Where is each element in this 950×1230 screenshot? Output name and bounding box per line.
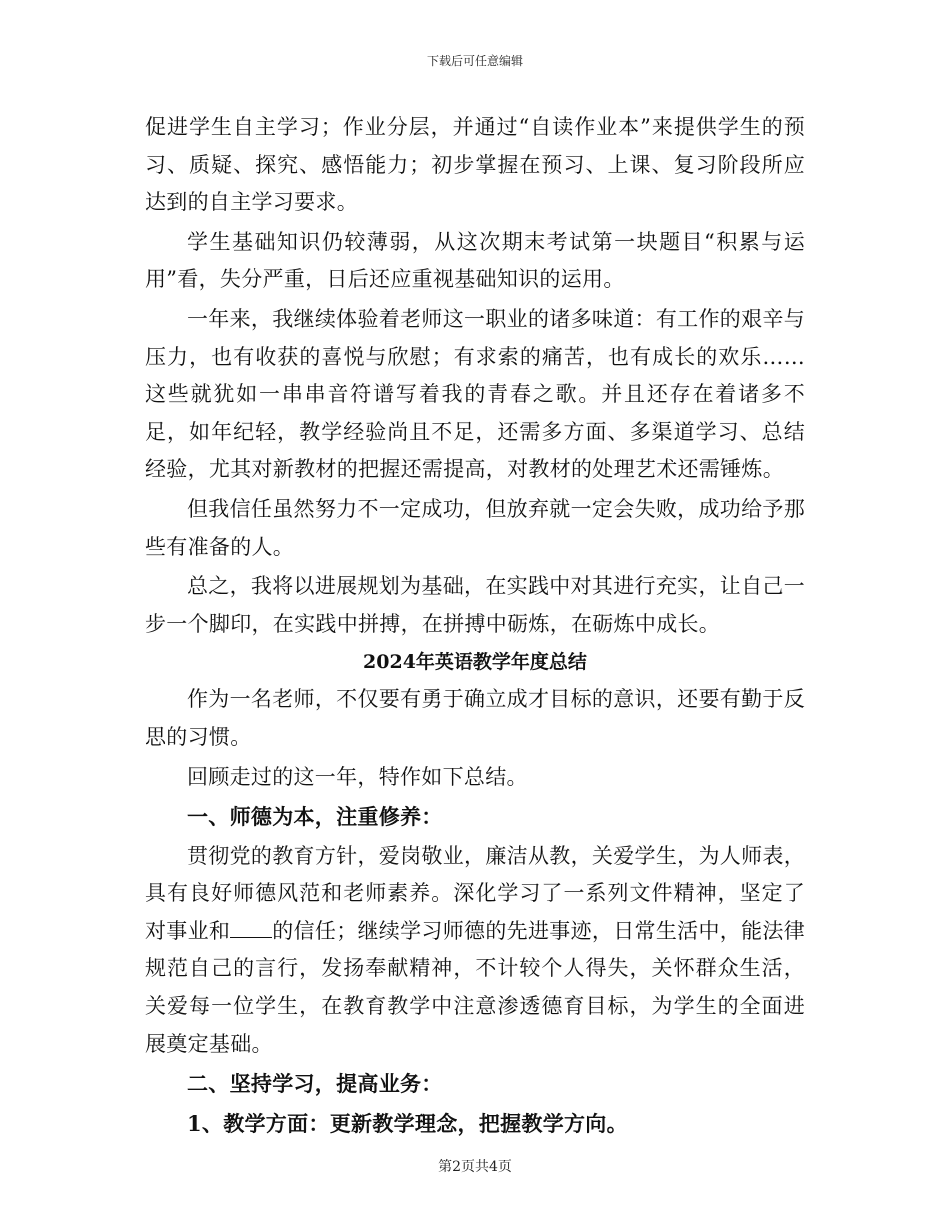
heading-3: 1、教学方面：更新教学理念，把握教学方向。 <box>187 1110 628 1136</box>
fill-blank <box>230 919 272 938</box>
paragraph-5: 总之，我将以进展规划为基础，在实践中对其进行充实，让自己一步一个脚印，在实践中拼搏，在拼搏中砺炼，在砺炼中成长。 <box>145 574 805 636</box>
heading-2: 二、坚持学习，提高业务： <box>187 1071 443 1097</box>
section-title: 2024年英语教学年度总结 <box>363 651 587 674</box>
page-footer: 第2页共4页 <box>438 1159 512 1175</box>
paragraph-6: 作为一名老师，不仅要有勇于确立成才目标的意识，还要有勤于反思的习惯。 <box>145 687 805 749</box>
page-header: 下载后可任意编辑 <box>426 54 523 68</box>
paragraph-2: 学生基础知识仍较薄弱，从这次期末考试第一块题目“积累与运用”看，失分严重，日后还应重视基础知识的运用。 <box>145 229 805 292</box>
paragraph-4: 但我信任虽然努力不一定成功，但放弃就一定会失败，成功给予那些有准备的人。 <box>145 496 805 559</box>
heading-1: 一、师德为本，注重修养： <box>187 804 443 830</box>
document-body <box>145 109 805 1142</box>
paragraph-7: 回顾走过的这一年，特作如下总结。 <box>187 764 528 789</box>
paragraph-8-part-a: 贯彻党的教育方针，爱岗敬业，廉洁从教，关爱学生，为人师表，具有良好师德风范和老师素养。深化学习了一系列文件精神，坚定了对事业和 <box>145 843 805 943</box>
paragraph-8 <box>145 838 805 1064</box>
paragraph-3: 一年来，我继续体验着老师这一职业的诸多味道：有工作的艰辛与压力，也有收获的喜悦与欣慰；有求索的痛苦，也有成长的欢乐……这些就犹如一串串音符谱写着我的青春之歌。并且还存在着诸多不足，如年纪轻，教学经验尚且不足，还需多方面、多渠道学习、总结经验，尤其对新教材的把握还需提高，对教材的处理艺术还需锤炼。 <box>145 306 805 482</box>
paragraph-1: 促进学生自主学习；作业分层，并通过“自读作业本”来提供学生的预习、质疑、探究、感悟能力；初步掌握在预习、上课、复习阶段所应达到的自主学习要求。 <box>145 115 805 215</box>
paragraph-8-part-b: 的信任；继续学习师德的先进事迹，日常生活中，能法律规范自己的言行，发扬奉献精神，不计较个人得失，关怀群众生活，关爱每一位学生，在教育教学中注意渗透德育目标，为学生的全面进展奠定基础。 <box>145 918 806 1056</box>
